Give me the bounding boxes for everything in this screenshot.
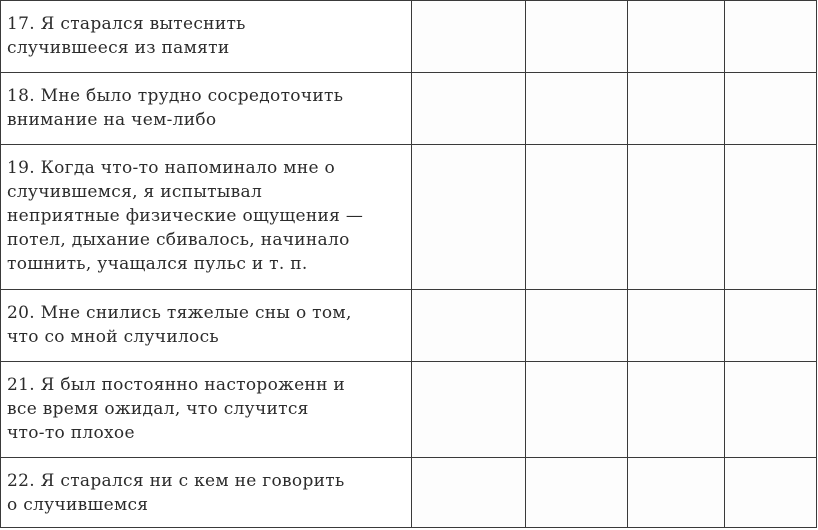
answer-cell-19-3[interactable]: [628, 145, 725, 290]
statement-18: 18. Мне было трудно сосредоточить внимание на чем-либо: [1, 73, 412, 145]
answer-cell-21-2[interactable]: [526, 362, 628, 458]
answer-cell-22-1[interactable]: [412, 458, 526, 528]
answer-cell-18-1[interactable]: [412, 73, 526, 145]
table-row: [1, 290, 817, 362]
answer-cell-21-3[interactable]: [628, 362, 725, 458]
answer-cell-17-2[interactable]: [526, 1, 628, 73]
answer-cell-19-2[interactable]: [526, 145, 628, 290]
statement-17: 17. Я старался вытеснить случившееся из памяти: [1, 1, 412, 73]
answer-cell-22-3[interactable]: [628, 458, 725, 528]
answer-cell-20-2[interactable]: [526, 290, 628, 362]
answer-cell-21-1[interactable]: [412, 362, 526, 458]
answer-cell-21-4[interactable]: [725, 362, 817, 458]
answer-cell-19-1[interactable]: [412, 145, 526, 290]
table-row: [1, 458, 817, 528]
answer-cell-17-4[interactable]: [725, 1, 817, 73]
answer-cell-20-1[interactable]: [412, 290, 526, 362]
statement-22: 22. Я старался ни с кем не говорить о случившемся: [1, 458, 412, 528]
answer-cell-18-4[interactable]: [725, 73, 817, 145]
answer-cell-18-3[interactable]: [628, 73, 725, 145]
answer-cell-20-4[interactable]: [725, 290, 817, 362]
statement-21: 21. Я был постоянно настороженн и все время ожидал, что случится что-то плохое: [1, 362, 412, 458]
answer-cell-20-3[interactable]: [628, 290, 725, 362]
answer-cell-22-2[interactable]: [526, 458, 628, 528]
table-row: [1, 362, 817, 458]
table-row: [1, 73, 817, 145]
statement-19: 19. Когда что-то напоминало мне о случившемся, я испытывал неприятные физические ощущения — потел, дыхание сбивалось, начинало тошнить, учащался пульс и т. п.: [1, 145, 412, 290]
table-row: [1, 1, 817, 73]
answer-cell-22-4[interactable]: [725, 458, 817, 528]
answer-cell-18-2[interactable]: [526, 73, 628, 145]
table-row: [1, 145, 817, 290]
statement-20: 20. Мне снились тяжелые сны о том, что со мной случилось: [1, 290, 412, 362]
answer-cell-17-3[interactable]: [628, 1, 725, 73]
answer-cell-17-1[interactable]: [412, 1, 526, 73]
answer-cell-19-4[interactable]: [725, 145, 817, 290]
